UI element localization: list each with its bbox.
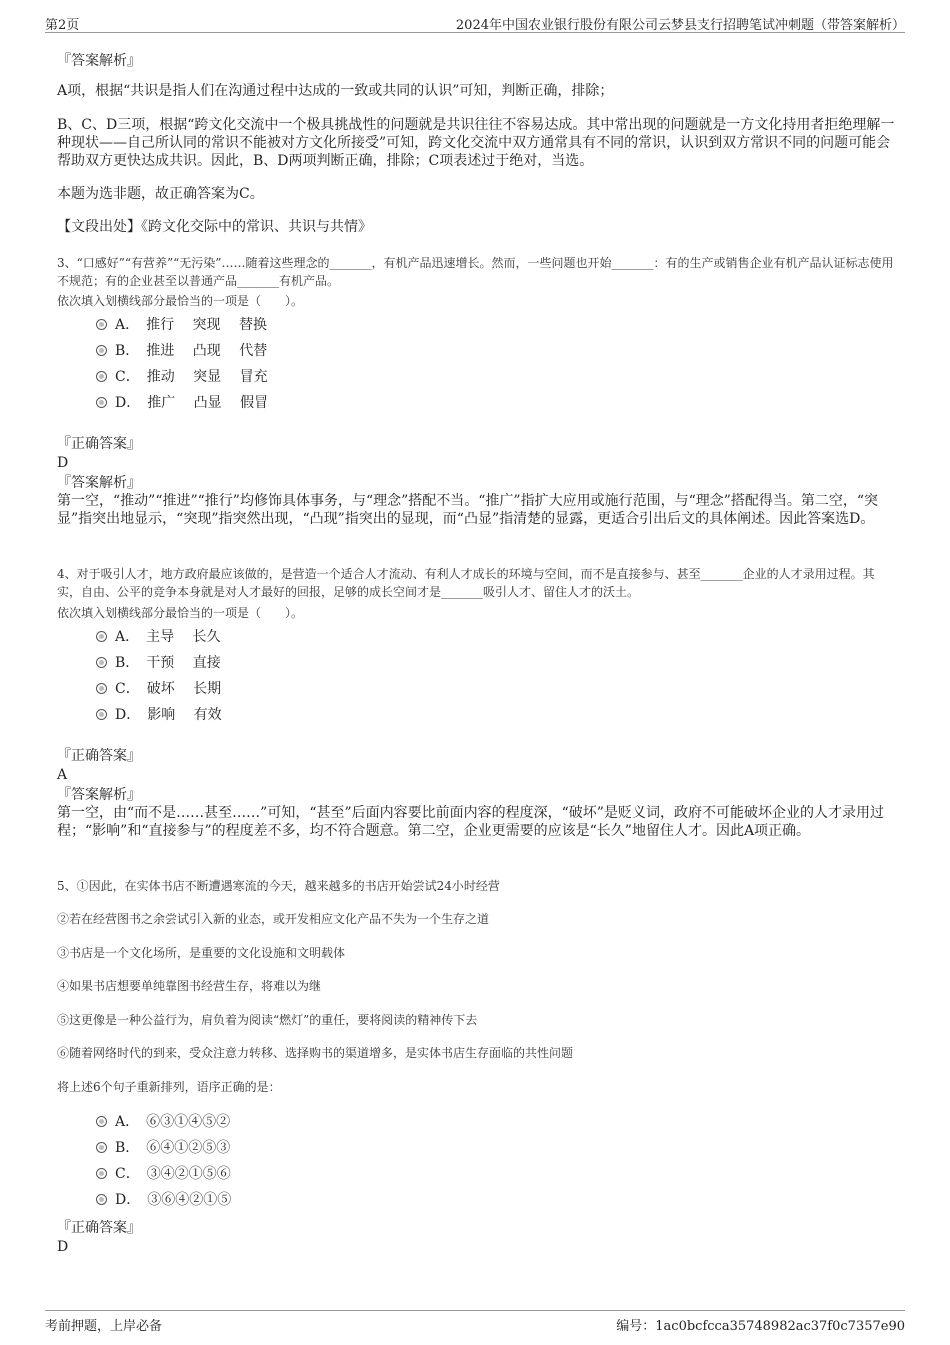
radio-icon[interactable]	[96, 1116, 107, 1127]
q4-stem: 4、对于吸引人才，地方政府最应该做的，是营造一个适合人才流动、有利人才成长的环境与空间，而不是直接参与、甚至_______企业的人才录用过程。其实，自由、公平的竞争本身就是对人才最好的回报，足够的成长空间才是_______吸引人才、留住人才的沃土。	[57, 567, 875, 599]
radio-icon[interactable]	[96, 1194, 107, 1205]
q4-analysis: 第一空，由“而不是……甚至……”可知，“甚至”后面内容要比前面内容的程度深，“破坏”是贬义词，政府不可能破坏企业的人才录用过程；“影响”和“直接参与”的程度差不多，均不符合题意。第二空，企业更需要的应该是“长久”地留住人才。因此A项正确。	[57, 805, 884, 839]
q4-analysis-label: 『答案解析』	[57, 787, 141, 803]
q2-analysis-p2: B、C、D三项，根据“跨文化交流中一个极具挑战性的问题就是共识往往不容易达成。其中常出现的问题就是一方文化持用者拒绝理解一种现状——自己所认同的常识不能被对方文化所接受”可知，跨文化交流中双方通常具有不同的常识，认识到双方常识不同的问题可能会帮助双方更快达成共识。因此，B、D两项判断正确，排除；C项表述过于绝对，当选。	[57, 117, 895, 169]
q3-analysis-label: 『答案解析』	[57, 475, 141, 491]
q5-sentence-2: ②若在经营图书之余尝试引入新的业态，或开发相应文化产品不失为一个生存之道	[57, 912, 490, 926]
q3-option-d[interactable]: D． 推广 凸显 假冒	[96, 394, 268, 412]
radio-icon[interactable]	[96, 631, 107, 642]
q3-answer-label: 『正确答案』	[57, 436, 141, 452]
q3-option-a[interactable]: A． 推行 突现 替换	[96, 316, 267, 334]
q5-prompt: 将上述6个句子重新排列，语序正确的是：	[57, 1080, 281, 1094]
q4-option-b[interactable]: B． 干预 直接	[96, 654, 221, 672]
q5-answer: D	[57, 1239, 69, 1255]
q3-option-b[interactable]: B． 推进 凸现 代替	[96, 342, 267, 360]
q4-option-a[interactable]: A． 主导 长久	[96, 628, 221, 646]
page-header	[45, 12, 905, 33]
q2-source: 【文段出处】《跨文化交际中的常识、共识与共情》	[57, 219, 372, 235]
q5-option-a[interactable]: A． ⑥③①④⑤②	[96, 1113, 230, 1131]
q5-sentence-3: ③书店是一个文化场所，是重要的文化设施和文明载体	[57, 946, 346, 960]
q4-answer: A	[57, 767, 68, 783]
q3-answer: D	[57, 455, 69, 471]
q2-analysis-p1: A项，根据“共识是指人们在沟通过程中达成的一致或共同的认识”可知，判断正确，排除；	[57, 83, 614, 99]
radio-icon[interactable]	[96, 709, 107, 720]
q2-analysis-p3: 本题为选非题，故正确答案为C。	[57, 186, 264, 202]
page-number: 第2页	[45, 18, 80, 33]
q5-sentence-6: ⑥随着网络时代的到来，受众注意力转移、选择购书的渠道增多，是实体书店生存面临的共性问题	[57, 1046, 574, 1060]
page-footer	[45, 1310, 905, 1339]
q4-option-d[interactable]: D． 影响 有效	[96, 706, 222, 724]
q5-option-d[interactable]: D． ③⑥④②①⑤	[96, 1191, 231, 1209]
q4-answer-label: 『正确答案』	[57, 748, 141, 764]
q4-prompt: 依次填入划横线部分最恰当的一项是（ ）。	[57, 606, 304, 620]
radio-icon[interactable]	[96, 345, 107, 356]
radio-icon[interactable]	[96, 683, 107, 694]
document-id: 编号：1ac0bcfcca35748982ac37f0c7357e90	[616, 1319, 905, 1334]
radio-icon[interactable]	[96, 1168, 107, 1179]
document-title: 2024年中国农业银行股份有限公司云梦县支行招聘笔试冲刺题（带答案解析）	[455, 18, 905, 33]
radio-icon[interactable]	[96, 1142, 107, 1153]
radio-icon[interactable]	[96, 657, 107, 668]
q5-option-b[interactable]: B． ⑥④①②⑤③	[96, 1139, 230, 1157]
q5-sentence-4: ④如果书店想要单纯靠图书经营生存，将难以为继	[57, 979, 322, 993]
q4-option-c[interactable]: C． 破坏 长期	[96, 680, 221, 698]
radio-icon[interactable]	[96, 319, 107, 330]
q5-sentence-5: ⑤这更像是一种公益行为，肩负着为阅读“燃灯”的重任，要将阅读的精神传下去	[57, 1013, 478, 1027]
q5-sentence-1: 5、①因此，在实体书店不断遭遇寒流的今天，越来越多的书店开始尝试24小时经营	[57, 879, 500, 893]
q5-answer-label: 『正确答案』	[57, 1220, 141, 1236]
q3-stem: 3、“口感好”“有营养”“无污染”……随着这些理念的_______，有机产品迅速增长。然而，一些问题也开始_______：有的生产或销售企业有机产品认证标志使用不规范；有的企业甚至以普通产品_______有机产品。	[57, 256, 894, 288]
q2-analysis-label: 『答案解析』	[57, 53, 141, 69]
q5-option-c[interactable]: C． ③④②①⑤⑥	[96, 1165, 231, 1183]
q3-option-c[interactable]: C． 推动 突显 冒充	[96, 368, 268, 386]
footer-slogan: 考前押题，上岸必备	[45, 1319, 163, 1334]
radio-icon[interactable]	[96, 397, 107, 408]
q3-prompt: 依次填入划横线部分最恰当的一项是（ ）。	[57, 294, 304, 308]
radio-icon[interactable]	[96, 371, 107, 382]
q3-analysis: 第一空，“推动”“推进”“推行”均修饰具体事务，与“理念”搭配不当。“推广”指扩大应用或施行范围，与“理念”搭配得当。第二空，“突显”指突出地显示，“突现”指突然出现，“凸现”指突出的显现，而“凸显”指清楚的显露，更适合引出后文的具体阐述。因此答案选D。	[57, 493, 879, 527]
